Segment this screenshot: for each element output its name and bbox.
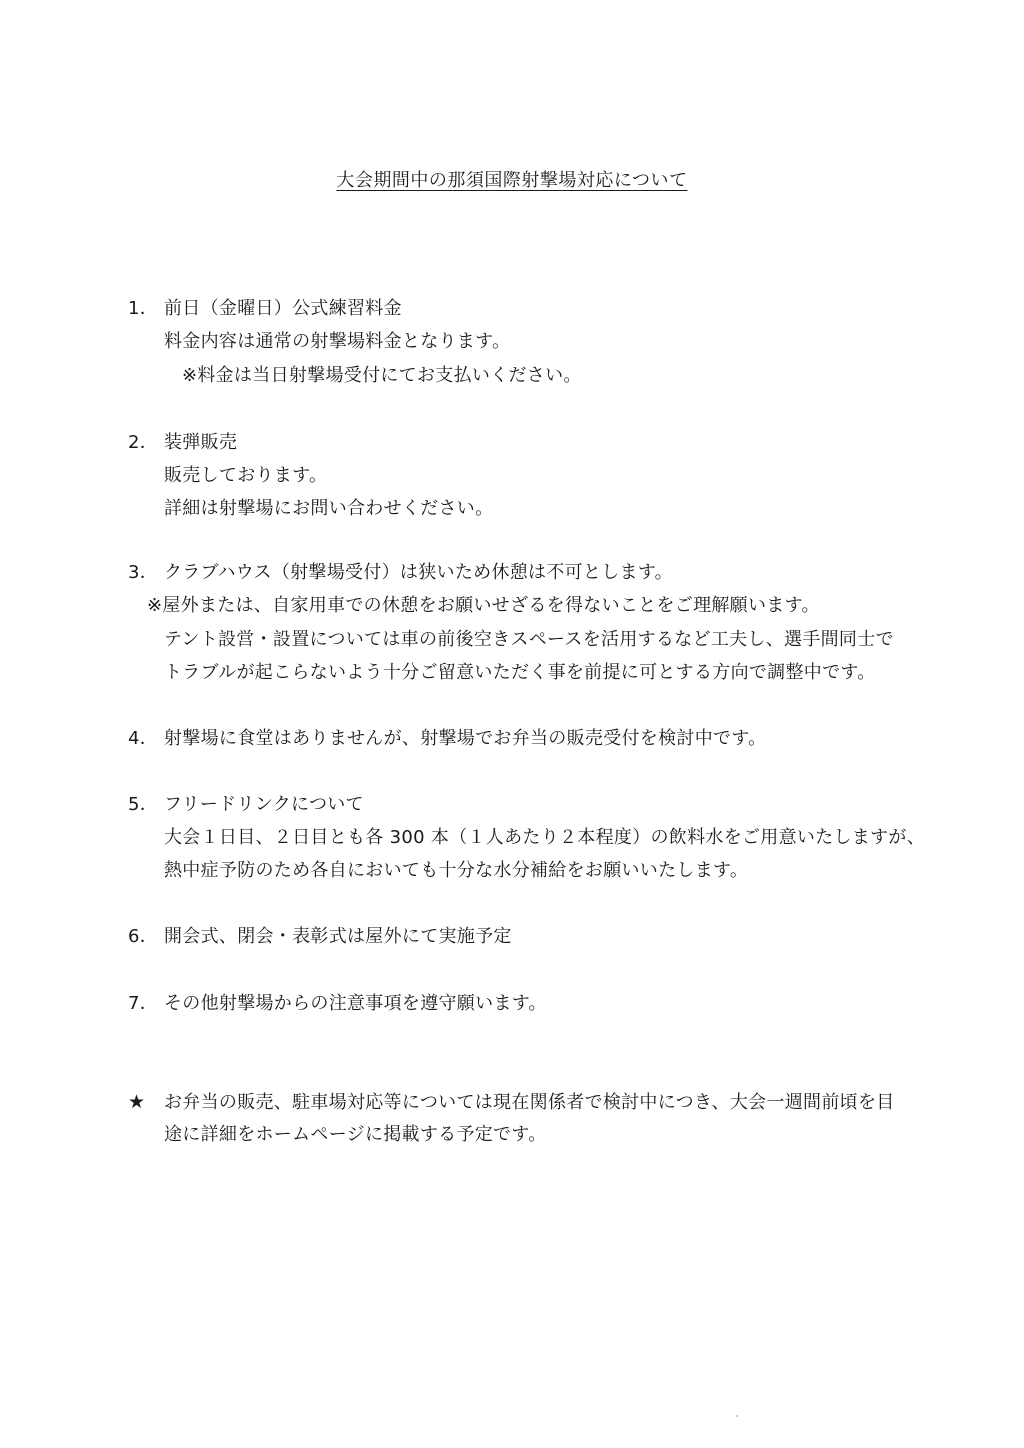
item-4-heading [128, 727, 766, 751]
item-3-title: クラブハウス（射撃場受付）は狭いため休憩は不可とします。 [164, 562, 673, 583]
item-2-title: 装弾販売 [164, 432, 238, 453]
item-1-line-1: 料金内容は通常の射撃場料金となります。 [164, 331, 511, 352]
item-6-heading [128, 925, 512, 949]
item-5-line-1: 大会１日目、２日目とも各 300 本（１人あたり２本程度）の飲料水をご用意いたしますが、 [164, 827, 925, 848]
star-icon: ★ [128, 1091, 146, 1113]
item-5-title: フリードリンクについて [164, 794, 364, 815]
item-2-heading [128, 431, 237, 455]
item-3-number: 3． [128, 562, 159, 583]
item-1-number: 1． [128, 298, 159, 319]
item-6-number: 6． [128, 926, 159, 947]
item-3-line-2: テント設営・設置については車の前後空きスペースを活用するなど工夫し、選手間同士で [164, 629, 894, 650]
note-line-2: 途に詳細をホームページに掲載する予定です。 [164, 1124, 547, 1145]
item-5-number: 5． [128, 794, 159, 815]
item-1-title: 前日（金曜日）公式練習料金 [164, 298, 402, 319]
item-1-heading [128, 297, 402, 321]
item-3-heading [128, 561, 673, 585]
item-2-number: 2． [128, 432, 159, 453]
item-7-number: 7． [128, 993, 159, 1014]
note-line-1 [128, 1090, 895, 1115]
page-title [0, 166, 1024, 192]
item-5-line-2: 熱中症予防のため各自においても十分な水分補給をお願いいたします。 [164, 860, 749, 881]
item-3-line-3: トラブルが起こらないよう十分ご留意いただく事を前提に可とする方向で調整中です。 [164, 662, 876, 683]
page-title-text: 大会期間中の那須国際射撃場対応について [336, 170, 688, 191]
item-6-title: 開会式、閉会・表彰式は屋外にて実施予定 [164, 926, 512, 947]
item-2-line-2: 詳細は射撃場にお問い合わせください。 [164, 498, 494, 519]
item-7-title: その他射撃場からの注意事項を遵守願います。 [164, 993, 547, 1014]
note-text-1: お弁当の販売、駐車場対応等については現在関係者で検討中につき、大会一週間前頃を目 [164, 1092, 895, 1113]
item-1-line-2: ※料金は当日射撃場受付にてお支払いください。 [182, 365, 582, 386]
item-4-title: 射撃場に食堂はありませんが、射撃場でお弁当の販売受付を検討中です。 [164, 728, 767, 749]
item-7-heading [128, 992, 547, 1016]
scan-speck [736, 1415, 738, 1417]
item-5-heading [128, 793, 364, 817]
item-3-line-1: ※屋外または、自家用車での休憩をお願いせざるを得ないことをご理解願います。 [147, 595, 820, 616]
item-4-number: 4． [128, 728, 159, 749]
item-2-line-1: 販売しております。 [164, 465, 328, 486]
